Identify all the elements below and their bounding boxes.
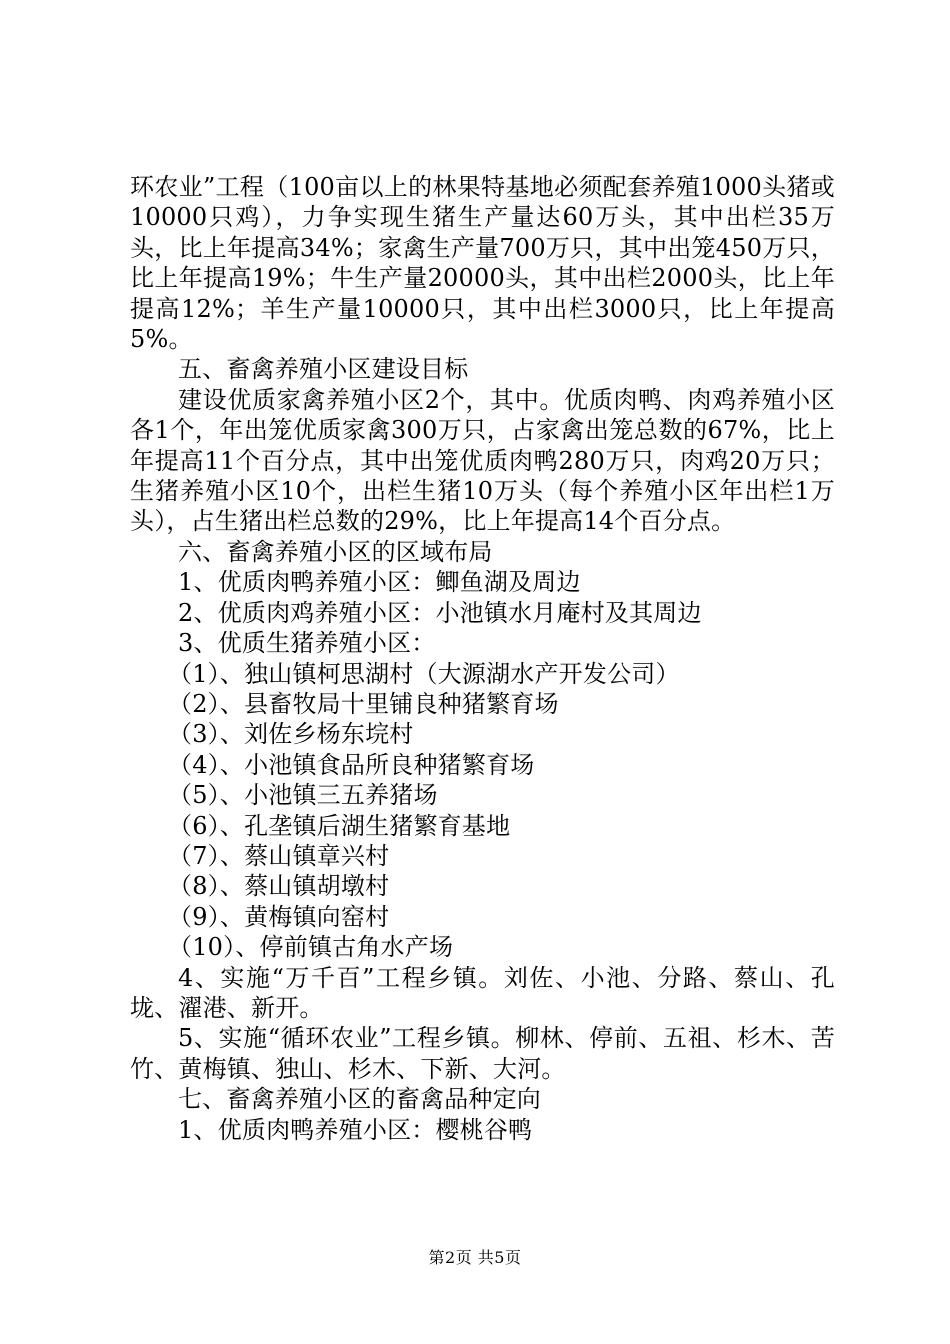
document-body [130, 172, 835, 1145]
heading-section-six: 六、畜禽养殖小区的区域布局 [178, 537, 493, 566]
sub-item-6: （6）、孔垄镇后湖生猪繁育基地 [168, 811, 511, 840]
list-item-wanqianbai-towns: 4、实施“万千百”工程乡镇。刘佐、小池、分路、蔡山、孔垅、濯港、新开。 [130, 963, 835, 1022]
list-item-pig-zone: 3、优质生猪养殖小区： [178, 629, 436, 658]
sub-item-8: （8）、蔡山镇胡墩村 [168, 872, 390, 901]
page-number: 第2页 共5页 [428, 1248, 522, 1267]
list-item-circular-agriculture-towns: 5、实施“循环农业”工程乡镇。柳林、停前、五祖、杉木、苦竹、黄梅镇、独山、杉木、下新、大河。 [130, 1024, 835, 1083]
heading-section-seven: 七、畜禽养殖小区的畜禽品种定向 [178, 1085, 541, 1114]
sub-item-5: （5）、小池镇三五养猪场 [168, 781, 438, 810]
sub-item-3: （3）、刘佐乡杨东垸村 [168, 720, 414, 749]
list-item-chicken-zone: 2、优质肉鸡养殖小区：小池镇水月庵村及其周边 [178, 598, 702, 627]
heading-section-five: 五、畜禽养殖小区建设目标 [178, 355, 469, 384]
sub-item-9: （9）、黄梅镇向窑村 [168, 902, 390, 931]
sub-item-10: （10）、停前镇古角水产场 [168, 933, 454, 962]
sub-item-7: （7）、蔡山镇章兴村 [168, 841, 390, 870]
paragraph-livestock-targets: 环农业”工程（100亩以上的林果特基地必须配套养殖1000头猪或10000只鸡），力争实现生猪生产量达60万头，其中出栏35万头，比上年提高34%；家禽生产量700万只，其中出笼450万只，比上年提高19%；牛生产量20000头，其中出栏2000头，比上年提高12%；羊生产量10000只，其中出栏3000只，比上年提高5%。 [130, 173, 835, 354]
sub-item-4: （4）、小池镇食品所良种猪繁育场 [168, 750, 535, 779]
paragraph-construction-goals: 建设优质家禽养殖小区2个，其中。优质肉鸭、肉鸡养殖小区各1个，年出笼优质家禽300万只，占家禽出笼总数的67%，比上年提高11个百分点，其中出笼优质肉鸭280万只，肉鸡20万只；生猪养殖小区10个，出栏生猪10万头（每个养殖小区年出栏1万头），占生猪出栏总数的29%，比上年提高14个百分点。 [130, 385, 835, 536]
sub-item-2: （2）、县畜牧局十里铺良种猪繁育场 [168, 689, 559, 718]
list-item-duck-zone: 1、优质肉鸭养殖小区：鲫鱼湖及周边 [178, 568, 581, 597]
list-item-duck-breed: 1、优质肉鸭养殖小区：樱桃谷鸭 [178, 1115, 533, 1144]
sub-item-1: （1）、独山镇柯思湖村（大源湖水产开发公司） [168, 659, 680, 688]
